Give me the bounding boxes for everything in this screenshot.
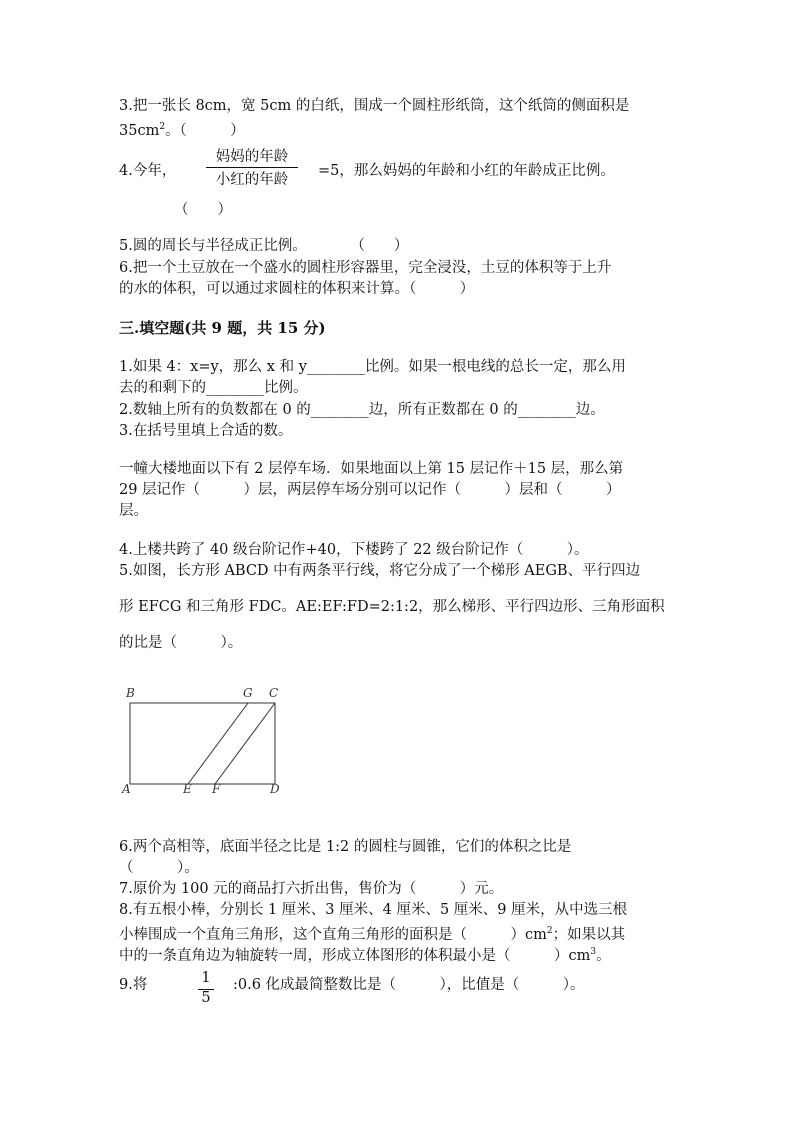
fill-q3-text-line1: 一幢大楼地面以下有 2 层停车场．如果地面以上第 15 层记作＋15 层，那么第 [119,461,624,477]
fill-q5-line2: 形 EFCG 和三角形 FDC。AE:EF:FD=2:1:2，那么梯形、平行四边形、三角形面积 [119,599,665,615]
label-a: A [122,782,131,796]
rectangle-abcd [130,703,275,784]
rectangle-abcd-figure [115,685,290,800]
fill-q5-line3: 的比是（ ）。 [119,635,243,651]
label-c: C [269,686,279,700]
fill-q1-line2: 去的和剩下的________比例。 [119,380,308,396]
judge-q3-line1: 3.把一张长 8cm，宽 5cm 的白纸，围成一个圆柱形纸筒，这个纸筒的侧面积是 [119,98,630,114]
label-g: G [243,686,253,700]
fill-q6-line2: （ ）。 [119,860,199,876]
fill-q9-suffix: :0.6 化成最简整数比是（ ），比值是（ ）。 [233,977,585,993]
label-f: F [212,782,221,796]
judge-q4-suffix: =5，那么妈妈的年龄和小红的年龄成正比例。 [318,163,615,179]
judge-q6-line2: 的水的体积，可以通过求圆柱的体积来计算。（ ） [119,281,475,297]
fill-q3-text-line3: 层。 [119,503,148,519]
parallel-line-eg [188,703,248,784]
judge-q6-line1: 6.把一个土豆放在一个盛水的圆柱形容器里，完全浸没，土豆的体积等于上升 [119,260,612,276]
fill-q8-line1: 8.有五根小棒，分别长 1 厘米、3 厘米、4 厘米、5 厘米、9 厘米，从中选三根 [119,902,628,918]
parallel-line-fc [215,703,275,784]
fill-q3-text-line2: 29 层记作（ ）层，两层停车场分别可以记作（ ）层和（ ） [119,482,621,498]
fill-q6-line1: 6.两个高相等，底面半径之比是 1:2 的圆柱与圆锥，它们的体积之比是 [119,839,572,855]
fill-q2: 2.数轴上所有的负数都在 0 的________边，所有正数都在 0 的________边。 [119,402,605,418]
judge-q4-prefix: 4.今年， [119,163,177,179]
judge-q4-fraction-denominator: 小红的年龄 [215,172,289,188]
fill-q9-fraction-denominator: 5 [201,990,211,1006]
judge-q4-answer-paren: （ ） [174,202,232,218]
fill-q8-line2: 小棒围成一个直角三角形，这个直角三角形的面积是（ ）$cm^2$；如果以其 [119,926,626,943]
section-3-title: 三.填空题(共 9 题，共 15 分) [119,319,326,337]
label-b: B [126,686,135,700]
label-d: D [270,782,280,796]
judge-q5: 5.圆的周长与半径成正比例。 （ ） [119,238,409,254]
judge-q4-fraction-numerator: 妈妈的年龄 [215,149,289,165]
fill-q5-line1: 5.如图，长方形 ABCD 中有两条平行线，将它分成了一个梯形 AEGB、平行四边 [119,563,641,579]
fill-q7: 7.原价为 100 元的商品打六折出售，售价为（ ）元。 [119,881,504,897]
fill-q8-line3: 中的一条直角边为轴旋转一周，形成立体图形的体积最小是（ ）$cm^3$。 [119,947,611,964]
fill-q9-prefix: 9.将 [119,977,148,993]
fill-q1-line1: 1.如果 4：x=y，那么 x 和 y________比例。如果一根电线的总长一定，那么用 [119,359,626,375]
fill-q3: 3.在括号里填上合适的数。 [119,423,293,439]
judge-q3-line2: $35cm^2$。（ ） [119,122,245,139]
label-e: E [183,782,192,796]
fill-q4: 4.上楼共跨了 40 级台阶记作+40，下楼跨了 22 级台阶记作（ ）。 [119,542,589,558]
fill-q9-fraction-numerator: 1 [201,970,211,986]
